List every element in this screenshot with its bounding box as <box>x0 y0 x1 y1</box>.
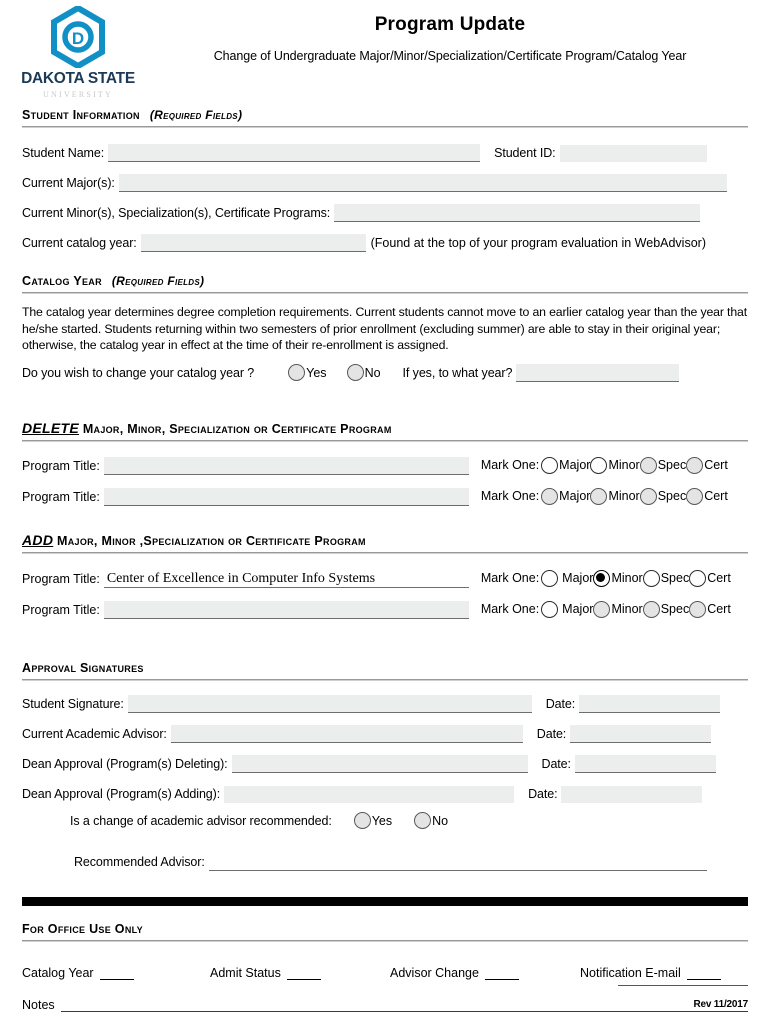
add-mark-one-1 <box>481 570 731 588</box>
office-catalog-year-label: Catalog Year <box>22 965 94 980</box>
student-signature-label: Student Signature: <box>22 696 124 711</box>
office-notes-input[interactable] <box>61 998 748 1012</box>
delete-mark-one-label-2: Mark One: <box>480 489 540 503</box>
section-divider <box>22 940 748 942</box>
office-admit-status-label: Admit Status <box>210 965 281 980</box>
catalog-year-required-note: (Required Fields) <box>111 274 205 288</box>
advisor-change-yes-label: Yes <box>371 813 393 828</box>
logo-wordmark: DAKOTA STATE <box>21 70 135 87</box>
if-yes-what-year-input[interactable] <box>516 364 679 382</box>
catalog-year-hint: (Found at the top of your program evaluation in WebAdvisor) <box>370 236 706 250</box>
add-keyword: ADD <box>22 531 54 548</box>
office-notes-label: Notes <box>22 997 55 1012</box>
catalog-year-yes-label: Yes <box>306 365 327 380</box>
office-admit-status-field[interactable] <box>210 966 390 980</box>
student-signature-date-label: Date: <box>545 696 576 711</box>
catalog-year-heading-text: Catalog Year <box>22 274 102 288</box>
section-divider <box>22 552 748 554</box>
page-subtitle: Change of Undergraduate Major/Minor/Specialization/Certificate Program/Catalog Year <box>213 49 687 63</box>
delete-minor-label-2: Minor <box>608 489 640 503</box>
dean-approval-adding-date-label: Date: <box>528 786 558 801</box>
catalog-year-heading <box>22 274 748 292</box>
add-option-major-2[interactable] <box>541 601 593 618</box>
delete-cert-label-2: Cert <box>704 489 728 503</box>
if-yes-what-year-label: If yes, to what year? <box>402 365 513 380</box>
dean-approval-deleting-label: Dean Approval (Program(s) Deleting): <box>22 756 228 771</box>
dean-approval-adding-input[interactable] <box>224 786 514 803</box>
row-current-catalog-year <box>22 222 748 252</box>
dean-approval-deleting-input[interactable] <box>232 755 528 773</box>
office-notes-row <box>22 998 748 1012</box>
office-use-fields-row <box>22 966 748 980</box>
delete-option-major-2[interactable] <box>541 488 590 505</box>
student-name-label: Student Name: <box>22 146 105 160</box>
add-heading-rest: Major, Minor ,Specialization or Certificate Program <box>57 533 366 548</box>
office-use-heading <box>22 922 748 940</box>
catalog-year-paragraph: The catalog year determines degree completion requirements. Current students cannot move to an earlier catalog year than the year that he/she started. Students returning within two semesters of prior enrollment (excluding summer) are able to stay in their original year; otherwise, the catalog year in effect at the time of their re-enrollment is assigned. <box>22 305 747 352</box>
add-spec-radio-1[interactable] <box>643 570 660 587</box>
section-divider <box>22 292 748 294</box>
add-option-cert-2[interactable] <box>689 601 731 618</box>
add-cert-radio-1[interactable] <box>689 570 706 587</box>
section-approval-signatures <box>22 661 748 871</box>
delete-option-spec-1[interactable] <box>640 457 687 474</box>
dean-approval-adding-label: Dean Approval (Program(s) Adding): <box>22 786 221 801</box>
title-block <box>150 14 750 63</box>
catalog-year-no-label: No <box>364 365 381 380</box>
delete-cert-radio-1[interactable] <box>686 457 703 474</box>
current-academic-advisor-label: Current Academic Advisor: <box>22 726 167 741</box>
student-information-heading-text: Student Information <box>22 108 140 122</box>
svg-text:D: D <box>71 29 85 48</box>
delete-program-title-input-1[interactable] <box>104 457 469 475</box>
delete-keyword: DELETE <box>22 419 80 436</box>
office-catalog-year-field[interactable] <box>22 966 210 980</box>
catalog-year-no-radio[interactable] <box>347 364 364 381</box>
student-name-input[interactable] <box>108 144 480 162</box>
office-admit-status-blank[interactable] <box>287 966 321 980</box>
delete-spec-label-1: Spec <box>657 458 687 472</box>
delete-option-minor-1[interactable] <box>590 457 639 474</box>
delete-program-row-1 <box>22 444 748 475</box>
delete-minor-radio-1[interactable] <box>590 457 607 474</box>
delete-spec-radio-1[interactable] <box>640 457 657 474</box>
add-minor-radio-1[interactable] <box>593 570 610 587</box>
section-add-program <box>22 532 748 619</box>
current-minors-input[interactable] <box>334 204 700 222</box>
add-major-label-2: Major <box>562 602 594 616</box>
delete-minor-label-1: Minor <box>608 458 640 472</box>
add-spec-radio-2[interactable] <box>643 601 660 618</box>
student-information-heading <box>22 108 748 126</box>
advisor-change-yes-radio[interactable] <box>354 812 371 829</box>
add-option-spec-2[interactable] <box>643 601 690 618</box>
add-minor-radio-2[interactable] <box>593 601 610 618</box>
section-office-use-only <box>22 922 748 1012</box>
row-student-name <box>22 130 748 162</box>
recommended-advisor-label: Recommended Advisor: <box>74 854 205 869</box>
current-catalog-year-label: Current catalog year: <box>22 236 137 250</box>
row-advisor-change-question <box>22 803 748 839</box>
delete-option-minor-2[interactable] <box>590 488 639 505</box>
delete-major-radio-2[interactable] <box>541 488 558 505</box>
delete-program-row-2 <box>22 475 748 506</box>
add-major-radio-2[interactable] <box>541 601 558 618</box>
student-id-label: Student ID: <box>494 146 556 160</box>
current-academic-advisor-input[interactable] <box>171 725 523 743</box>
add-option-cert-1[interactable] <box>689 570 731 587</box>
delete-spec-label-2: Spec <box>657 489 687 503</box>
section-student-information <box>22 108 748 252</box>
row-current-majors <box>22 162 748 192</box>
office-use-heading-text: For Office Use Only <box>22 921 143 936</box>
office-advisor-change-blank[interactable] <box>485 966 519 980</box>
catalog-year-no-option[interactable] <box>347 364 381 381</box>
delete-cert-radio-2[interactable] <box>686 488 703 505</box>
recommended-advisor-input[interactable] <box>209 853 707 871</box>
row-student-signature <box>22 683 748 713</box>
footer-divider <box>618 985 748 986</box>
section-divider <box>22 440 748 442</box>
current-academic-advisor-date-input[interactable] <box>570 725 711 743</box>
add-cert-label-1: Cert <box>707 571 731 585</box>
student-signature-input[interactable] <box>128 695 532 713</box>
add-minor-label-1: Minor <box>611 571 643 585</box>
add-program-title-input-2[interactable] <box>104 601 469 619</box>
delete-cert-label-1: Cert <box>704 458 728 472</box>
university-logo <box>18 6 138 99</box>
catalog-year-yes-option[interactable] <box>288 364 326 381</box>
change-catalog-year-question: Do you wish to change your catalog year ? <box>22 365 255 380</box>
advisor-change-no-option[interactable] <box>414 812 448 829</box>
add-cert-radio-2[interactable] <box>689 601 706 618</box>
office-advisor-change-field[interactable] <box>390 966 580 980</box>
delete-major-label-1: Major <box>559 458 591 472</box>
delete-heading-rest: Major, Minor, Specialization or Certificate Program <box>82 421 392 436</box>
delete-program-title-input-2[interactable] <box>104 488 469 506</box>
office-notification-email-label: Notification E-mail <box>580 965 681 980</box>
delete-major-label-2: Major <box>559 489 591 503</box>
add-mark-one-2 <box>481 601 731 619</box>
delete-option-spec-2[interactable] <box>640 488 687 505</box>
delete-minor-radio-2[interactable] <box>590 488 607 505</box>
delete-spec-radio-2[interactable] <box>640 488 657 505</box>
delete-program-title-label-1: Program Title: <box>22 458 100 473</box>
dean-approval-deleting-date-input[interactable] <box>575 755 716 773</box>
student-information-required-note: (Required Fields) <box>149 108 243 122</box>
delete-section-heading <box>22 420 748 440</box>
add-program-row-1 <box>22 556 748 588</box>
approval-signatures-heading-text: Approval Signatures <box>22 660 144 675</box>
office-notification-email-field[interactable] <box>580 966 721 980</box>
current-majors-input[interactable] <box>119 174 727 192</box>
catalog-year-yes-radio[interactable] <box>288 364 305 381</box>
student-id-input[interactable] <box>560 145 707 162</box>
add-program-title-value-1: Center of Excellence in Computer Info Systems <box>106 570 376 586</box>
row-current-minors <box>22 192 748 222</box>
add-major-label-1: Major <box>562 571 594 585</box>
hexagon-d-icon <box>50 6 106 68</box>
delete-option-major-1[interactable] <box>541 457 590 474</box>
advisor-change-no-label: No <box>432 813 449 828</box>
add-program-title-input-1[interactable] <box>104 570 469 588</box>
student-signature-date-input[interactable] <box>579 695 720 713</box>
row-recommended-advisor <box>22 839 748 871</box>
delete-mark-one-2 <box>481 488 728 506</box>
dean-approval-deleting-date-label: Date: <box>541 756 571 771</box>
add-section-heading <box>22 532 748 552</box>
advisor-change-question: Is a change of academic advisor recommended: <box>70 813 332 828</box>
row-change-catalog-year <box>22 354 748 392</box>
add-mark-one-label-2: Mark One: <box>480 602 540 616</box>
row-dean-approval-deleting <box>22 743 748 773</box>
delete-program-title-label-2: Program Title: <box>22 489 100 504</box>
form-header <box>0 0 770 100</box>
add-program-title-label-2: Program Title: <box>22 602 100 617</box>
current-academic-advisor-date-label: Date: <box>536 726 567 741</box>
advisor-change-no-radio[interactable] <box>414 812 431 829</box>
approval-signatures-heading <box>22 661 748 679</box>
add-option-minor-1[interactable] <box>593 570 642 587</box>
page-title: Program Update <box>374 14 526 35</box>
current-minors-label: Current Minor(s), Specialization(s), Certificate Programs: <box>22 206 331 220</box>
dean-approval-adding-date-input[interactable] <box>561 786 702 803</box>
add-program-title-label-1: Program Title: <box>22 571 100 586</box>
add-spec-label-2: Spec <box>660 602 690 616</box>
delete-mark-one-label-1: Mark One: <box>480 458 540 472</box>
current-majors-label: Current Major(s): <box>22 176 115 190</box>
add-spec-label-1: Spec <box>660 571 690 585</box>
office-notification-email-blank[interactable] <box>687 966 721 980</box>
delete-mark-one-1 <box>481 457 728 475</box>
office-advisor-change-label: Advisor Change <box>390 965 479 980</box>
office-use-separator-bar <box>22 897 748 906</box>
section-divider <box>22 679 748 681</box>
delete-option-cert-1[interactable] <box>686 457 728 474</box>
add-mark-one-label-1: Mark One: <box>480 571 540 585</box>
add-major-radio-1[interactable] <box>541 570 558 587</box>
row-current-academic-advisor <box>22 713 748 743</box>
revision-label: Rev 11/2017 <box>693 999 748 1010</box>
add-option-major-1[interactable] <box>541 570 593 587</box>
add-program-row-2 <box>22 588 748 619</box>
add-option-spec-1[interactable] <box>643 570 690 587</box>
add-cert-label-2: Cert <box>707 602 731 616</box>
section-divider <box>22 126 748 128</box>
row-dean-approval-adding <box>22 773 748 803</box>
add-option-minor-2[interactable] <box>593 601 642 618</box>
delete-major-radio-1[interactable] <box>541 457 558 474</box>
add-minor-label-2: Minor <box>611 602 643 616</box>
current-catalog-year-input[interactable] <box>141 234 366 252</box>
logo-subtext: UNIVERSITY <box>43 90 113 99</box>
delete-option-cert-2[interactable] <box>686 488 728 505</box>
section-delete-program <box>22 420 748 506</box>
advisor-change-yes-option[interactable] <box>354 812 392 829</box>
section-catalog-year <box>22 274 748 392</box>
office-catalog-year-blank[interactable] <box>100 966 134 980</box>
